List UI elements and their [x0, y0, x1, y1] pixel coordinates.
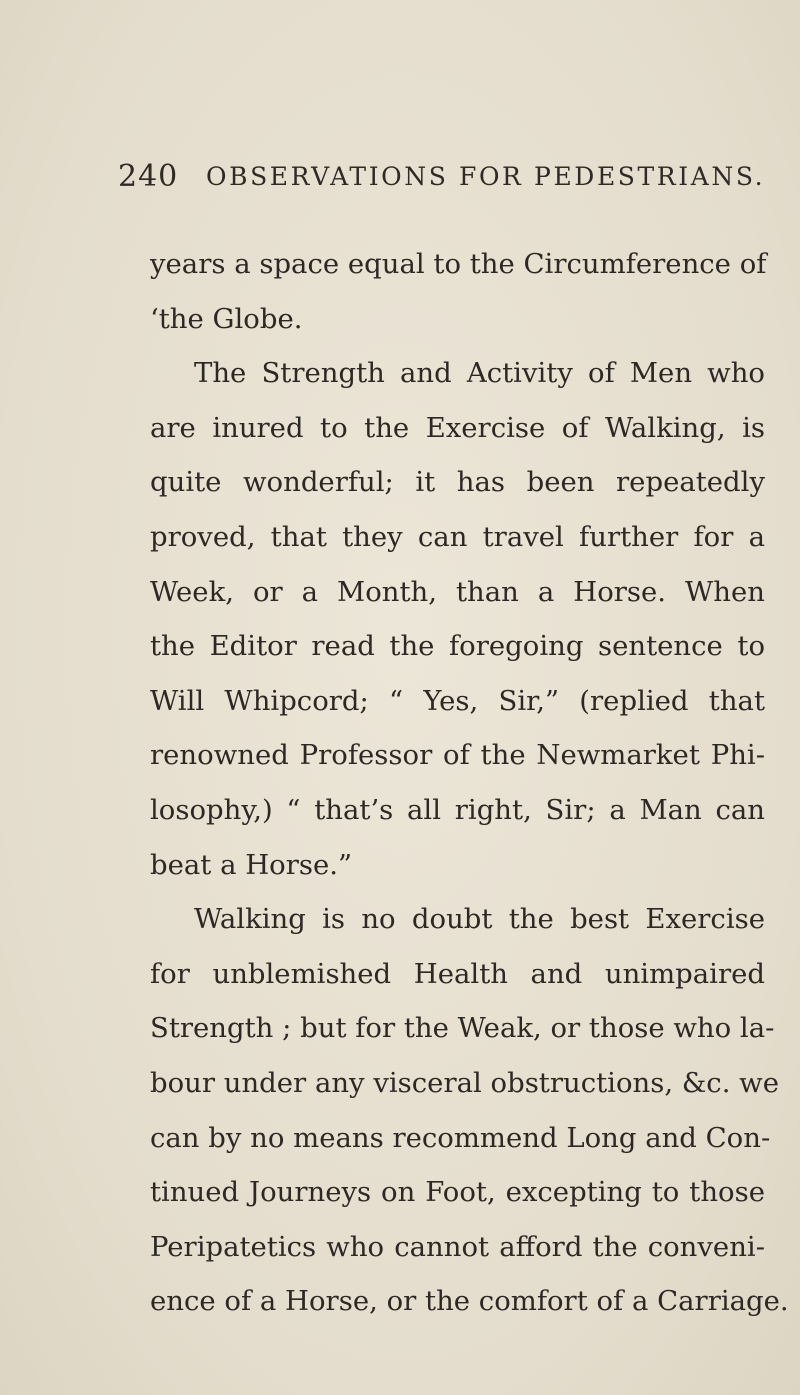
text-line: can by no means recommend Long and Con-: [150, 1121, 771, 1154]
text-line: Strength ; but for the Weak, or those who la-: [150, 1012, 775, 1045]
text-line: bour under any visceral obstructions, &c. we: [150, 1066, 779, 1099]
running-title: OBSERVATIONS FOR PEDESTRIANS.: [206, 162, 766, 191]
text-line: Week, or a Month, than a Horse. When: [150, 575, 765, 608]
text-line: ‘the Globe.: [150, 302, 303, 335]
text-line: are inured to the Exercise of Walking, is: [150, 411, 765, 444]
text-line: proved, that they can travel further for a: [150, 520, 765, 553]
page-number: 240: [118, 159, 179, 194]
text-line: The Strength and Activity of Men who: [194, 357, 765, 390]
text-line: Walking is no doubt the best Exercise: [194, 903, 765, 936]
text-line: renowned Professor of the Newmarket Phi-: [150, 739, 765, 772]
text-line: tinued Journeys on Foot, excepting to those: [150, 1176, 765, 1209]
text-line: Will Whipcord; “ Yes, Sir,” (replied that: [150, 684, 765, 717]
text-line: ence of a Horse, or the comfort of a Carriage.: [150, 1285, 789, 1318]
text-line: the Editor read the foregoing sentence to: [150, 630, 765, 663]
text-line: losophy,) “ that’s all right, Sir; a Man can: [150, 793, 765, 826]
text-line: beat a Horse.”: [150, 848, 353, 881]
running-head: [118, 157, 766, 197]
text-line: quite wonderful; it has been repeatedly: [150, 466, 765, 499]
body-text: [150, 237, 789, 1329]
text-line: Peripatetics who cannot afford the conveni-: [150, 1230, 765, 1263]
text-line: for unblemished Health and unimpaired: [150, 957, 765, 990]
text-line: years a space equal to the Circumference of: [150, 248, 767, 280]
